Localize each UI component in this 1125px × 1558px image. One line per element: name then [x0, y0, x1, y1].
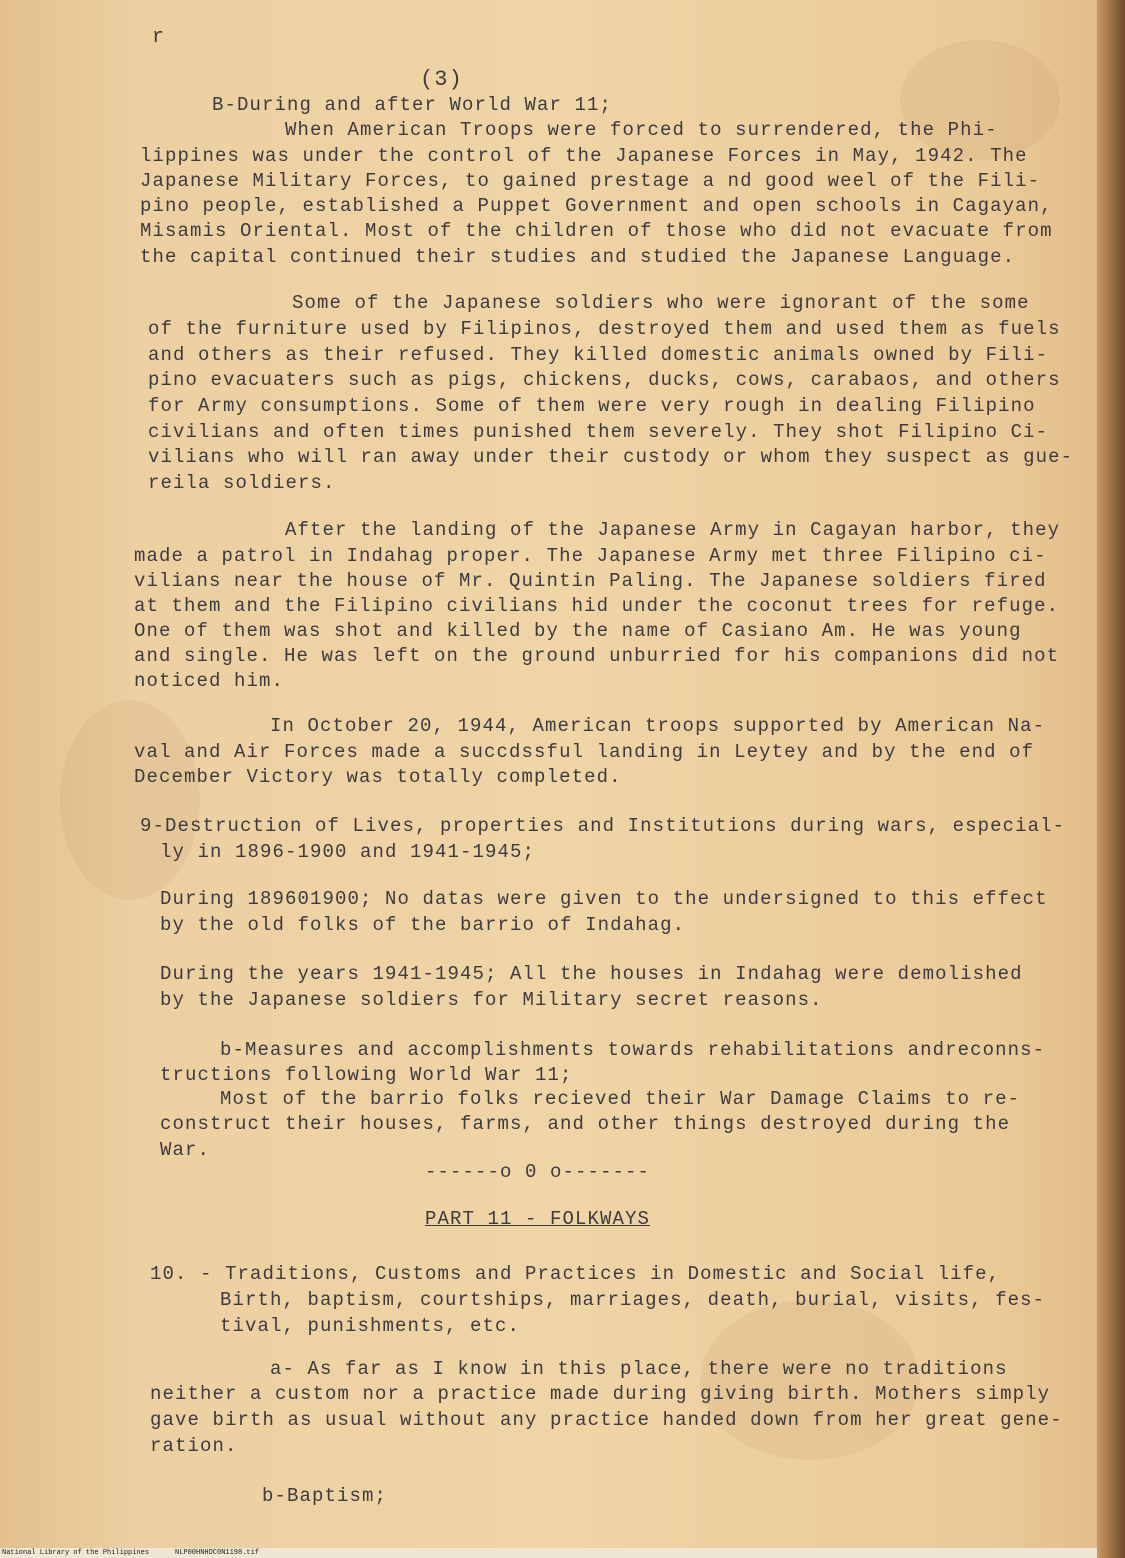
item-10-line: Birth, baptism, courtships, marriages, death, burial, visits, fes- [220, 1289, 1046, 1311]
paragraph-1-line: Japanese Military Forces, to gained prestage a nd good weel of the Fili- [140, 170, 1041, 192]
item-10-line: 10. - Traditions, Customs and Practices in Domestic and Social life, [150, 1263, 1001, 1285]
paragraph-3-line: vilians near the house of Mr. Quintin Paling. The Japanese soldiers fired [134, 570, 1047, 592]
paragraph-2-line: for Army consumptions. Some of them were very rough in dealing Filipino [148, 395, 1036, 417]
paragraph-2-line: reila soldiers. [148, 472, 336, 494]
item-9-a-line: During 189601900; No datas were given to the undersigned to this effect [160, 888, 1048, 910]
paper-stain [60, 700, 200, 900]
item-10-b: b-Baptism; [262, 1485, 388, 1507]
item-9-line: ly in 1896-1900 and 1941-1945; [160, 841, 536, 863]
separator: ------o 0 o------- [425, 1161, 651, 1183]
item-9-c-body-line: Most of the barrio folks recieved their War Damage Claims to re- [220, 1088, 1021, 1110]
item-9-c-line: b-Measures and accomplishments towards rehabilitations andreconns- [220, 1039, 1046, 1061]
footer-file-id: NLP00HNHDC0N1198.tif [175, 1549, 260, 1557]
scan-footer [0, 1548, 1097, 1558]
page-number: (3) [420, 67, 463, 92]
item-9-c-line: tructions following World War 11; [160, 1064, 573, 1086]
item-9-a-line: by the old folks of the barrio of Indahag. [160, 914, 686, 936]
item-9-c-body-line: construct their houses, farms, and other things destroyed during the [160, 1113, 1011, 1135]
item-10-a-line: a- As far as I know in this place, there were no traditions [270, 1358, 1008, 1380]
paragraph-3-line: made a patrol in Indahag proper. The Japanese Army met three Filipino ci- [134, 545, 1047, 567]
paragraph-2-line: pino evacuaters such as pigs, chickens, ducks, cows, carabaos, and others [148, 369, 1061, 391]
paragraph-2-line: civilians and often times punished them severely. They shot Filipino Ci- [148, 421, 1049, 443]
item-9-b-line: During the years 1941-1945; All the houses in Indahag were demolished [160, 963, 1023, 985]
part-heading: PART 11 - FOLKWAYS [425, 1208, 651, 1230]
paragraph-4-line: val and Air Forces made a succdssful landing in Leytey and by the end of [134, 741, 1035, 763]
margin-mark: r [152, 26, 165, 49]
paragraph-2-line: of the furniture used by Filipinos, destroyed them and used them as fuels [148, 318, 1061, 340]
item-10-line: tival, punishments, etc. [220, 1315, 521, 1337]
paragraph-1-line: Misamis Oriental. Most of the children of those who did not evacuate from [140, 220, 1053, 242]
item-9-b-line: by the Japanese soldiers for Military secret reasons. [160, 989, 823, 1011]
item-10-a-line: gave birth as usual without any practice handed down from her great gene- [150, 1409, 1063, 1431]
paragraph-2-line: vilians who will ran away under their custody or whom they suspect as gue- [148, 446, 1074, 468]
item-9-line: 9-Destruction of Lives, properties and Institutions during wars, especial- [140, 815, 1066, 837]
paragraph-1-line: pino people, established a Puppet Government and open schools in Cagayan, [140, 195, 1053, 217]
item-10-a-line: ration. [150, 1435, 238, 1457]
paragraph-1-line: lippines was under the control of the Japanese Forces in May, 1942. The [140, 145, 1028, 167]
paragraph-3-line: at them and the Filipino civilians hid under the coconut trees for refuge. [134, 595, 1060, 617]
paper-stain [900, 40, 1060, 160]
item-10-a-line: neither a custom nor a practice made during giving birth. Mothers simply [150, 1383, 1051, 1405]
paragraph-1-line: the capital continued their studies and studied the Japanese Language. [140, 246, 1016, 268]
paragraph-4-line: December Victory was totally completed. [134, 766, 622, 788]
paragraph-2-line: and others as their refused. They killed domestic animals owned by Fili- [148, 344, 1049, 366]
footer-library: National Library of the Philippines [2, 1549, 150, 1557]
paragraph-1-line: When American Troops were forced to surrendered, the Phi- [285, 119, 998, 141]
book-binding-edge [1097, 0, 1125, 1558]
section-heading: B-During and after World War 11; [212, 94, 613, 116]
paragraph-4-line: In October 20, 1944, American troops supported by American Na- [270, 715, 1046, 737]
paragraph-3-line: One of them was shot and killed by the name of Casiano Am. He was young [134, 620, 1022, 642]
paragraph-3-line: and single. He was left on the ground unburried for his companions did not [134, 645, 1060, 667]
paragraph-3-line: After the landing of the Japanese Army in Cagayan harbor, they [285, 519, 1061, 541]
item-9-c-body-line: War. [160, 1139, 211, 1161]
paragraph-2-line: Some of the Japanese soldiers who were ignorant of the some [292, 292, 1030, 314]
paragraph-3-line: noticed him. [134, 670, 285, 692]
